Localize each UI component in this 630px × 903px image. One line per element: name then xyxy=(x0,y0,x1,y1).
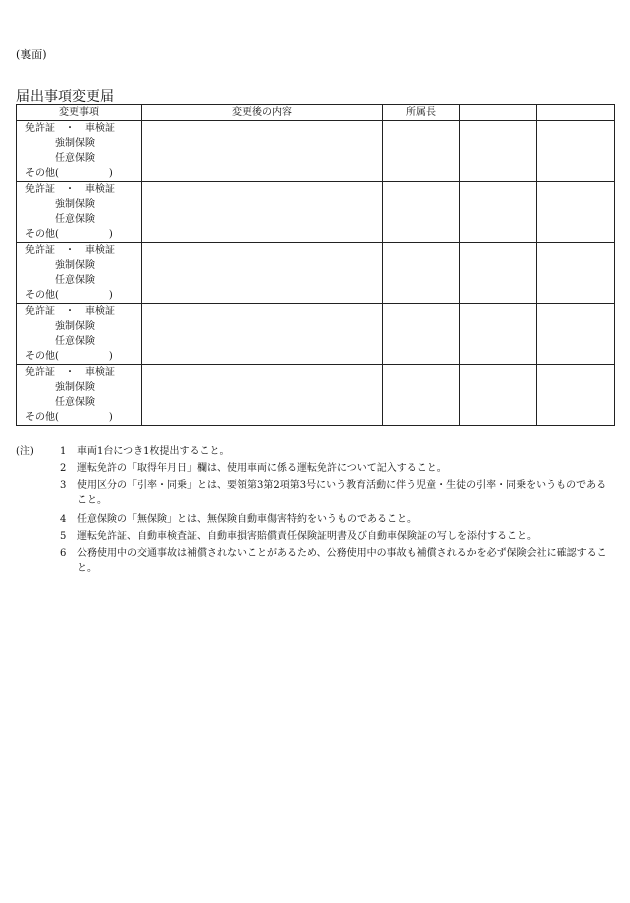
form-title: 届出事項変更届 xyxy=(16,89,114,105)
blank-cell-2[interactable] xyxy=(537,365,615,426)
note-text: 公務使用中の交通事故は補償されないことがあるため、公務使用中の事故も補償されるかを必ず保険会社に確認すること。 xyxy=(77,548,607,574)
note-item xyxy=(60,546,616,576)
table-row xyxy=(17,365,615,426)
new-content-cell[interactable] xyxy=(142,365,383,426)
note-number: 1 xyxy=(60,446,67,457)
item-other: その他( ) xyxy=(25,229,113,240)
supervisor-cell[interactable] xyxy=(383,304,460,365)
table-header-row xyxy=(17,105,615,121)
note-text: 使用区分の「引率・同乗」とは、要領第3第2項第3号にいう教育活動に伴う児童・生徒の引率・同乗をいうものであること。 xyxy=(77,480,607,506)
item-optional-insurance: 任意保険 xyxy=(55,153,95,164)
item-compulsory-insurance: 強制保険 xyxy=(55,199,95,210)
blank-cell-1[interactable] xyxy=(460,304,537,365)
blank-cell-1[interactable] xyxy=(460,365,537,426)
blank-cell-2[interactable] xyxy=(537,121,615,182)
note-item xyxy=(60,444,616,459)
note-number: 3 xyxy=(60,480,67,491)
new-content-cell[interactable] xyxy=(142,182,383,243)
item-other: その他( ) xyxy=(25,412,113,423)
blank-cell-1[interactable] xyxy=(460,182,537,243)
note-number: 5 xyxy=(60,531,67,542)
item-optional-insurance: 任意保険 xyxy=(55,214,95,225)
header-blank-1 xyxy=(460,105,537,121)
change-item-cell xyxy=(17,304,142,365)
item-other: その他( ) xyxy=(25,290,113,301)
change-item-cell xyxy=(17,243,142,304)
header-new-content: 変更後の内容 xyxy=(142,105,383,121)
page-side-label: (裏面) xyxy=(16,48,47,61)
note-item xyxy=(60,478,616,508)
notes-label: (注) xyxy=(16,446,34,457)
item-other: その他( ) xyxy=(25,168,113,179)
table-row xyxy=(17,182,615,243)
header-blank-2 xyxy=(537,105,615,121)
change-item-cell xyxy=(17,182,142,243)
note-item xyxy=(60,512,616,527)
item-compulsory-insurance: 強制保険 xyxy=(55,260,95,271)
new-content-cell[interactable] xyxy=(142,121,383,182)
blank-cell-2[interactable] xyxy=(537,182,615,243)
new-content-cell[interactable] xyxy=(142,304,383,365)
item-optional-insurance: 任意保険 xyxy=(55,397,95,408)
blank-cell-1[interactable] xyxy=(460,243,537,304)
item-optional-insurance: 任意保険 xyxy=(55,275,95,286)
note-text: 運転免許の「取得年月日」欄は、使用車両に係る運転免許について記入すること。 xyxy=(77,463,447,474)
item-license-vehicle-inspection: 免許証 ・ 車検証 xyxy=(25,184,115,195)
item-compulsory-insurance: 強制保険 xyxy=(55,382,95,393)
item-license-vehicle-inspection: 免許証 ・ 車検証 xyxy=(25,367,115,378)
supervisor-cell[interactable] xyxy=(383,182,460,243)
blank-cell-2[interactable] xyxy=(537,304,615,365)
note-number: 4 xyxy=(60,514,67,525)
item-optional-insurance: 任意保険 xyxy=(55,336,95,347)
table-row xyxy=(17,304,615,365)
note-number: 6 xyxy=(60,548,67,559)
note-item xyxy=(60,461,616,476)
note-text: 車両1台につき1枚提出すること。 xyxy=(77,446,230,457)
supervisor-cell[interactable] xyxy=(383,243,460,304)
supervisor-cell[interactable] xyxy=(383,121,460,182)
header-change-item: 変更事項 xyxy=(17,105,142,121)
note-number: 2 xyxy=(60,463,67,474)
item-compulsory-insurance: 強制保険 xyxy=(55,138,95,149)
table-row xyxy=(17,243,615,304)
change-item-cell xyxy=(17,121,142,182)
blank-cell-2[interactable] xyxy=(537,243,615,304)
blank-cell-1[interactable] xyxy=(460,121,537,182)
change-table xyxy=(16,104,615,426)
item-compulsory-insurance: 強制保険 xyxy=(55,321,95,332)
supervisor-cell[interactable] xyxy=(383,365,460,426)
note-text: 任意保険の「無保険」とは、無保険自動車傷害特約をいうものであること。 xyxy=(77,514,417,525)
item-license-vehicle-inspection: 免許証 ・ 車検証 xyxy=(25,245,115,256)
header-supervisor: 所属長 xyxy=(383,105,460,121)
table-body xyxy=(17,121,615,426)
item-license-vehicle-inspection: 免許証 ・ 車検証 xyxy=(25,123,115,134)
change-item-cell xyxy=(17,365,142,426)
note-text: 運転免許証、自動車検査証、自動車損害賠償責任保険証明書及び自動車保険証の写しを添付すること。 xyxy=(77,531,537,542)
table-row xyxy=(17,121,615,182)
item-license-vehicle-inspection: 免許証 ・ 車検証 xyxy=(25,306,115,317)
item-other: その他( ) xyxy=(25,351,113,362)
note-item xyxy=(60,529,616,544)
new-content-cell[interactable] xyxy=(142,243,383,304)
